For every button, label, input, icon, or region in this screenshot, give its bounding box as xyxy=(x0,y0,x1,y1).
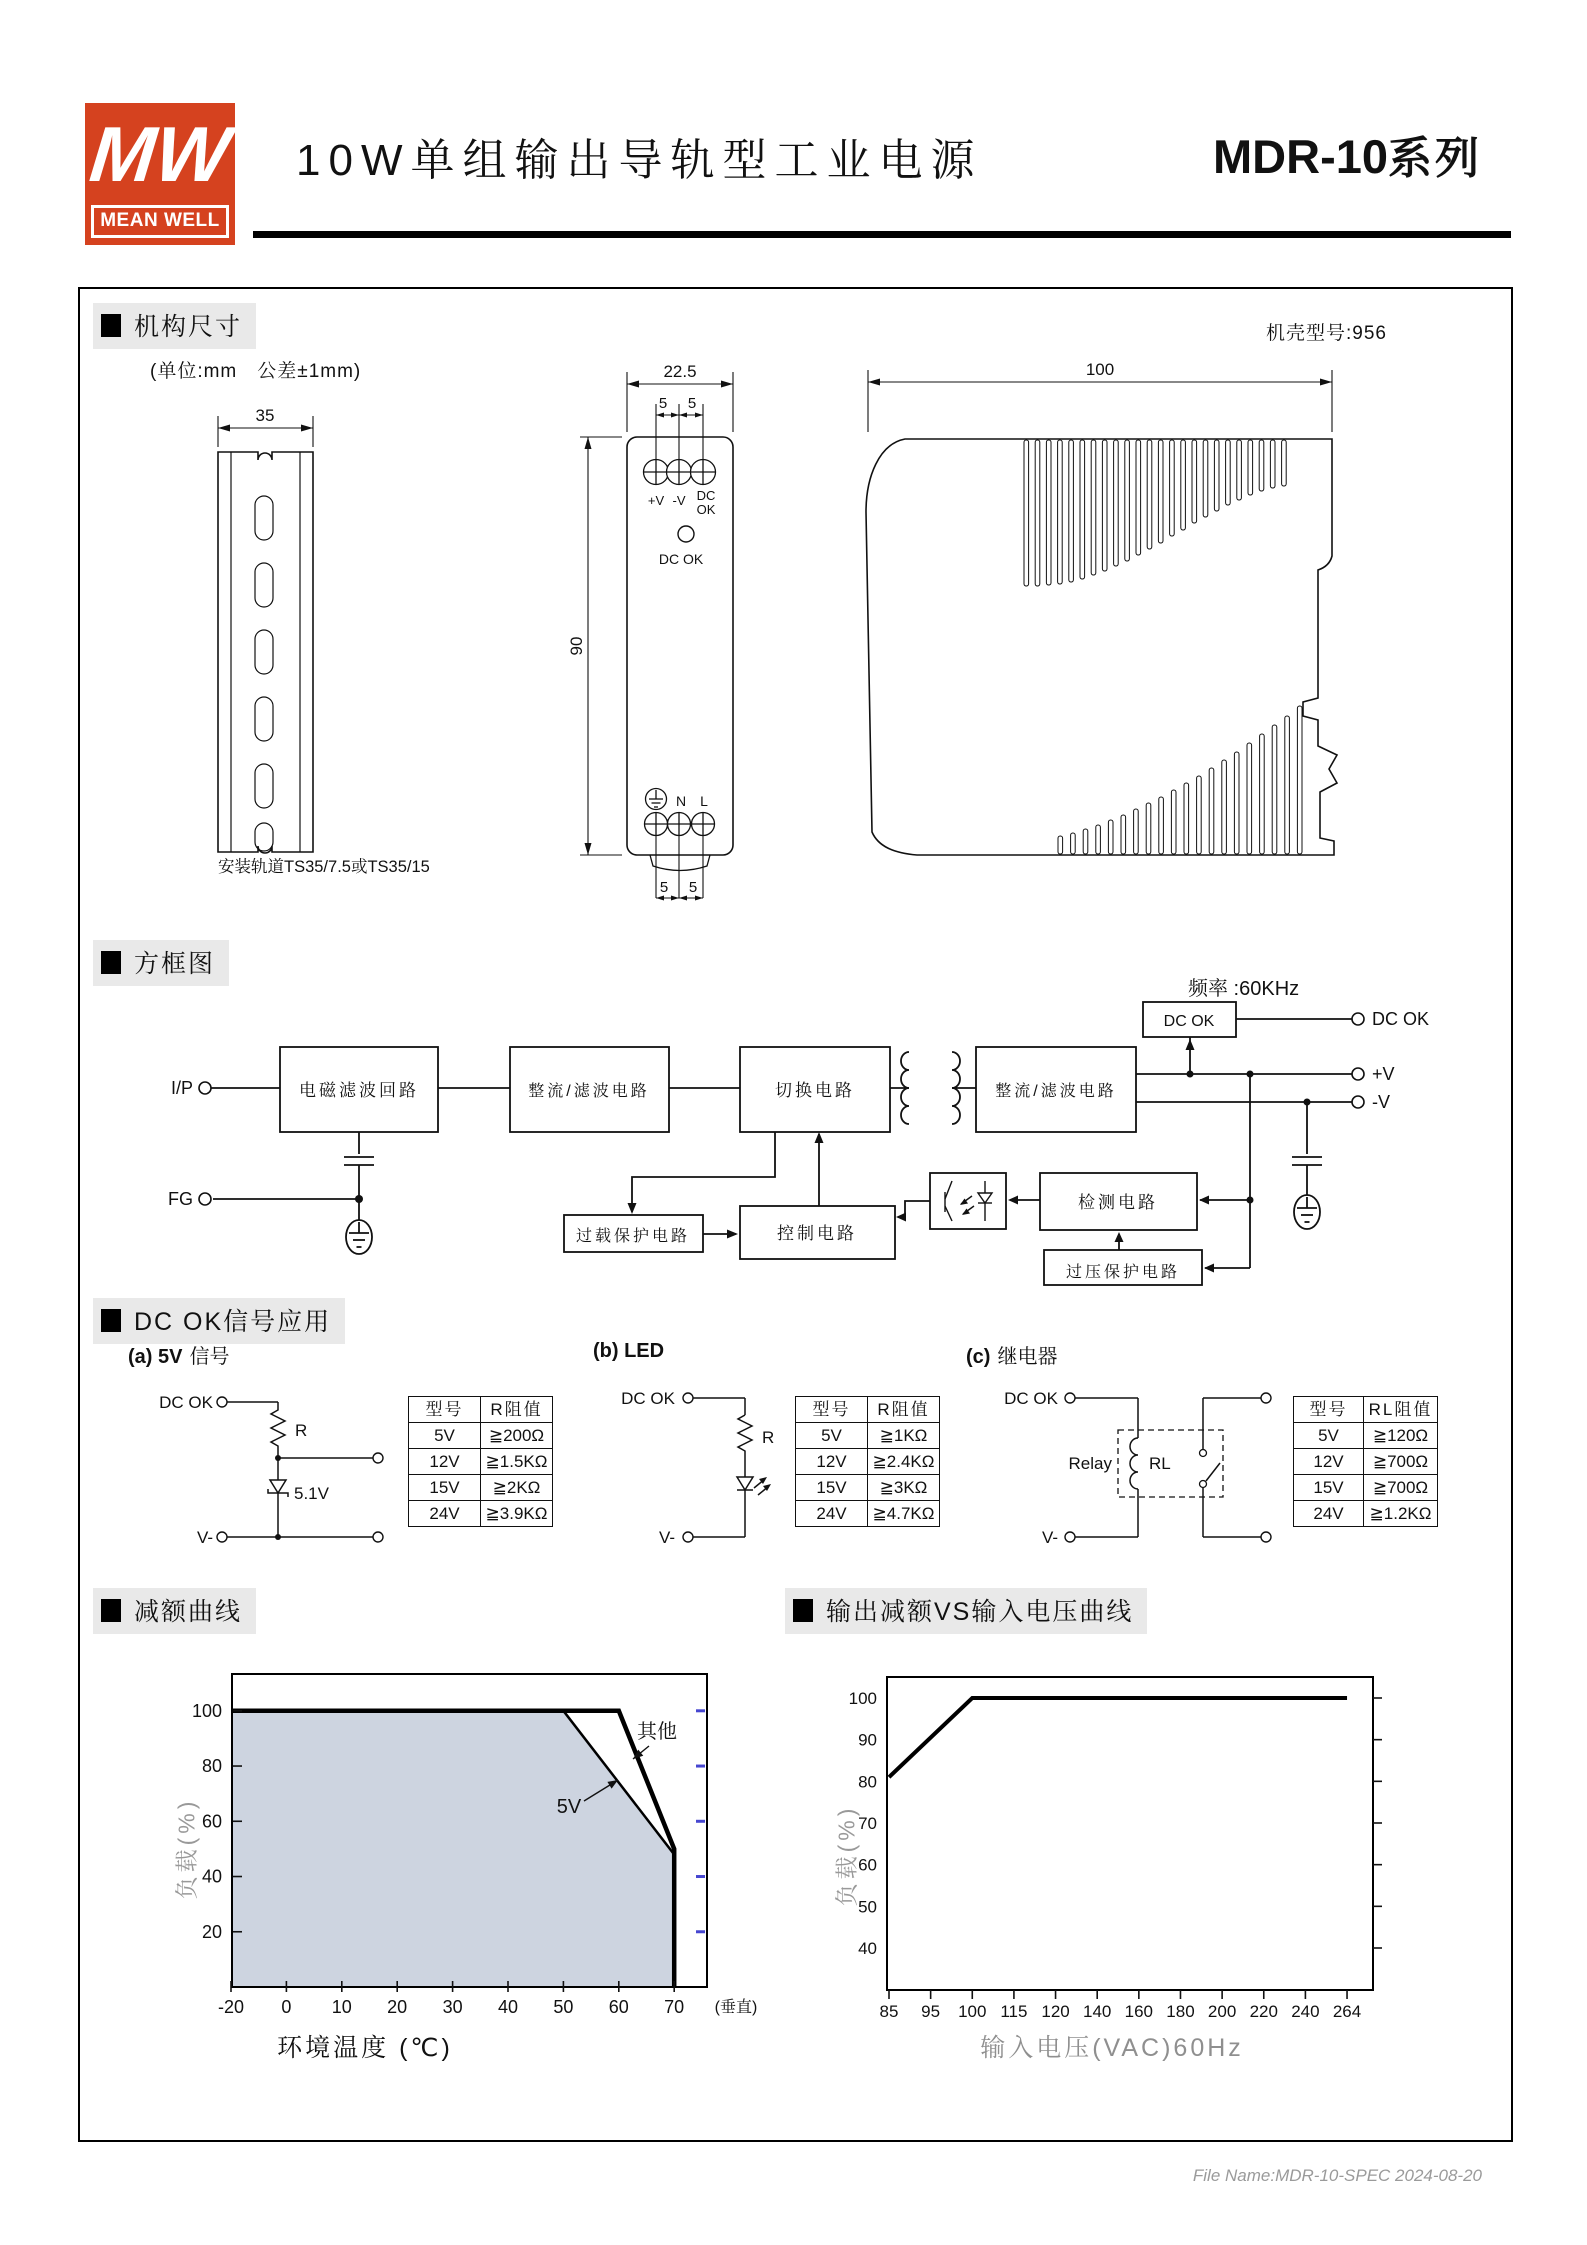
fin-slot xyxy=(1237,440,1242,500)
circuit-a-vminus-label: V- xyxy=(196,1528,213,1547)
fin-slot xyxy=(1159,797,1164,854)
derating-chart xyxy=(192,1674,757,2017)
annotation-others: 其他 xyxy=(637,1721,677,1743)
terminal-ip: I/P xyxy=(170,1078,193,1098)
y-tick-label: 40 xyxy=(201,1866,222,1887)
block-emi-filter: 电磁滤波回路 xyxy=(299,1081,419,1100)
block-switching: 切换电路 xyxy=(775,1081,855,1100)
cell-value: ≧2KΩ xyxy=(481,1475,553,1501)
chart2-xaxis-label: 输入电压(VAC)60Hz xyxy=(980,2034,1244,2062)
fin-slot xyxy=(1058,836,1063,854)
circuit-a-5v-signal xyxy=(217,1397,383,1542)
circuit-c-vminus-label: V- xyxy=(1041,1528,1058,1547)
circuit-b-vminus-label: V- xyxy=(658,1528,675,1547)
fin-slot xyxy=(1146,803,1151,854)
cell-model: 24V xyxy=(796,1501,868,1527)
cell-value: ≧1.2KΩ xyxy=(1364,1501,1438,1527)
fin-slot xyxy=(1147,440,1152,549)
y-tick-label: 80 xyxy=(201,1756,222,1777)
section-heading-label: DC OK信号应用 xyxy=(134,1308,332,1336)
table-row xyxy=(1294,1501,1438,1527)
cell-value: ≧2.4KΩ xyxy=(868,1449,940,1475)
section-heading-label: 方框图 xyxy=(134,950,216,978)
terminal-label-l: L xyxy=(700,793,708,809)
dim-bottom-pitch-left: 5 xyxy=(659,879,669,896)
cell-value: ≧700Ω xyxy=(1364,1475,1438,1501)
block-dcok: DC OK xyxy=(1163,1013,1215,1030)
circuit-c-prefix: (c) xyxy=(966,1346,991,1368)
resistor-table-relay xyxy=(1293,1396,1438,1527)
circuit-a-r-label: R xyxy=(295,1421,308,1440)
y-tick-label: 90 xyxy=(858,1730,877,1750)
chart1-xaxis-label: 环境温度 (℃) xyxy=(277,2034,453,2062)
cell-value: ≧4.7KΩ xyxy=(868,1501,940,1527)
fin-slot xyxy=(1272,725,1277,854)
dim-top-pitch-right: 5 xyxy=(687,395,697,412)
x-tick-label: 160 xyxy=(1124,2002,1154,2021)
fin-slot xyxy=(1260,734,1265,854)
fin-slot xyxy=(1234,752,1239,854)
fin-slot xyxy=(1170,440,1175,536)
terminal-plusv: +V xyxy=(1372,1064,1395,1084)
resistor-table-led xyxy=(795,1396,940,1527)
terminal-label-minusv: -V xyxy=(672,493,686,508)
fin-slot xyxy=(1083,829,1088,854)
table-row xyxy=(409,1449,553,1475)
logo-brand-text: MEAN WELL xyxy=(91,205,229,238)
cell-value: ≧3KΩ xyxy=(868,1475,940,1501)
chart2-yaxis-label: 负载(%) xyxy=(833,1804,860,1907)
frequency-note: 频率 :60KHz xyxy=(1188,978,1300,1000)
x-tick-label: 200 xyxy=(1207,2002,1237,2021)
x-tick-label: 10 xyxy=(331,1997,352,2017)
table-row xyxy=(409,1475,553,1501)
dim-front-width: 22.5 xyxy=(663,362,697,381)
cell-value: ≧120Ω xyxy=(1364,1423,1438,1449)
fin-slot xyxy=(1102,440,1107,571)
terminal-label-plusv: +V xyxy=(647,493,665,508)
side-view-drawing xyxy=(866,370,1337,855)
logo-mw-icon: MW xyxy=(86,110,234,198)
y-tick-label: 20 xyxy=(201,1921,222,1942)
terminal-dcok: DC OK xyxy=(1372,1009,1430,1029)
footer-file-info: File Name:MDR-10-SPEC 2024-08-20 xyxy=(1192,2166,1482,2185)
circuit-a-prefix: (a) 5V xyxy=(128,1346,183,1368)
ground-terminal-icon xyxy=(646,789,667,810)
fin-slot xyxy=(1058,440,1063,584)
cell-model: 12V xyxy=(796,1449,868,1475)
dim-depth: 100 xyxy=(1085,360,1115,379)
cell-value: ≧1.5KΩ xyxy=(481,1449,553,1475)
table-row xyxy=(796,1449,940,1475)
y-tick-label: 80 xyxy=(858,1772,877,1792)
fin-slot xyxy=(1035,440,1040,586)
derating-fill-area xyxy=(231,1711,674,1987)
x-tick-label: 100 xyxy=(958,2002,987,2021)
terminal-fg: FG xyxy=(168,1189,193,1209)
x-tick-label: 115 xyxy=(1000,2002,1028,2021)
circuit-b-prefix: (b) LED xyxy=(593,1340,665,1362)
fin-slot xyxy=(1121,815,1126,854)
y-tick-label: 50 xyxy=(858,1897,877,1917)
y-tick-label: 100 xyxy=(191,1700,222,1721)
x-tick-label: 240 xyxy=(1291,2002,1320,2021)
cell-value: ≧700Ω xyxy=(1364,1449,1438,1475)
block-detect: 检测电路 xyxy=(1078,1193,1158,1212)
cell-model: 15V xyxy=(796,1475,868,1501)
circuit-a-suffix: 信号 xyxy=(189,1346,230,1368)
annotation-5v: 5V xyxy=(556,1796,582,1818)
front-view-drawing xyxy=(580,372,733,901)
x-tick-label: 50 xyxy=(553,1997,574,2017)
x-tick-note: (垂直) xyxy=(714,1999,758,2016)
table-row xyxy=(1294,1475,1438,1501)
x-tick-label: 120 xyxy=(1041,2002,1070,2021)
cell-model: 12V xyxy=(409,1449,481,1475)
fin-slot xyxy=(1108,820,1113,854)
fin-slot xyxy=(1024,440,1029,586)
col-header-rl: RL阻值 xyxy=(1364,1397,1438,1423)
fin-slot xyxy=(1222,760,1227,854)
din-rail-drawing xyxy=(218,416,313,853)
fin-slot xyxy=(1270,440,1275,488)
cell-model: 24V xyxy=(409,1501,481,1527)
dim-top-pitch-left: 5 xyxy=(658,395,668,412)
cell-model: 15V xyxy=(1294,1475,1364,1501)
dim-bottom-pitch-right: 5 xyxy=(688,879,698,896)
cell-model: 15V xyxy=(409,1475,481,1501)
x-tick-label: 20 xyxy=(387,1997,408,2017)
col-header-model: 型号 xyxy=(796,1397,868,1423)
page-title: 10W单组输出导轨型工业电源 xyxy=(296,136,983,185)
block-control: 控制电路 xyxy=(777,1224,857,1243)
y-tick-label: 70 xyxy=(858,1813,877,1833)
fin-slot xyxy=(1181,440,1186,530)
fin-slot xyxy=(1114,440,1119,566)
series-suffix: 系列 xyxy=(1388,134,1482,183)
section-heading-label: 输出减额VS输入电压曲线 xyxy=(826,1598,1134,1626)
fin-slot xyxy=(1192,440,1197,523)
table-row xyxy=(796,1423,940,1449)
circuit-b-led xyxy=(683,1393,771,1542)
col-header-r: R阻值 xyxy=(868,1397,940,1423)
chart1-yaxis-label: 负载(%) xyxy=(173,1797,200,1900)
y-tick-label: 60 xyxy=(201,1811,222,1832)
x-tick-label: 70 xyxy=(664,1997,685,2017)
x-tick-label: 140 xyxy=(1083,2002,1112,2021)
table-row xyxy=(796,1501,940,1527)
fin-slot xyxy=(1209,768,1214,854)
x-tick-label: 85 xyxy=(879,2002,899,2021)
dim-height: 90 xyxy=(567,636,586,656)
y-tick-label: 100 xyxy=(848,1688,877,1708)
case-model-note: 机壳型号:956 xyxy=(1266,323,1387,344)
terminal-label-dc: DC xyxy=(696,488,716,503)
fin-slot xyxy=(1071,833,1076,854)
x-tick-label: 220 xyxy=(1249,2002,1278,2021)
cell-model: 5V xyxy=(1294,1423,1364,1449)
block-rectifier-2: 整流/滤波电路 xyxy=(995,1083,1117,1100)
fin-slot xyxy=(1259,440,1264,491)
fin-slot xyxy=(1226,440,1231,505)
cell-value: ≧3.9KΩ xyxy=(481,1501,553,1527)
circuit-a-zener-label: 5.1V xyxy=(294,1484,329,1503)
circuit-c-relay-label: Relay xyxy=(1068,1454,1112,1473)
circuit-c-suffix: 继电器 xyxy=(997,1346,1058,1368)
block-olp: 过载保护电路 xyxy=(575,1228,691,1245)
fin-slot xyxy=(1171,790,1176,854)
cell-model: 5V xyxy=(796,1423,868,1449)
x-tick-label: 0 xyxy=(281,1997,292,2017)
x-tick-label: 264 xyxy=(1332,2002,1362,2021)
section-heading-label: 机构尺寸 xyxy=(134,313,243,341)
output-terminals xyxy=(644,460,716,485)
fin-slot xyxy=(1282,440,1287,486)
load-line xyxy=(889,1698,1347,1777)
fin-slot xyxy=(1069,440,1074,582)
section-heading-label: 减额曲线 xyxy=(134,1598,243,1626)
x-tick-label: 40 xyxy=(497,1997,519,2017)
circuit-b-r-label: R xyxy=(762,1428,775,1447)
col-header-model: 型号 xyxy=(1294,1397,1364,1423)
fin-slot xyxy=(1134,809,1139,854)
derating-vs-input-chart xyxy=(849,1677,1382,2021)
x-tick-label: -20 xyxy=(217,1997,245,2017)
cell-value: ≧1KΩ xyxy=(868,1423,940,1449)
circuit-c-rl-label: RL xyxy=(1149,1454,1171,1473)
terminal-minusv: -V xyxy=(1372,1092,1390,1112)
circuit-a-dcok-label: DC OK xyxy=(159,1393,213,1412)
unit-tolerance-note: (单位:mm 公差±1mm) xyxy=(150,361,362,382)
y-tick-label: 60 xyxy=(858,1855,877,1875)
cell-model: 12V xyxy=(1294,1449,1364,1475)
table-row xyxy=(1294,1423,1438,1449)
block-rectifier-1: 整流/滤波电路 xyxy=(528,1083,650,1100)
terminal-label-n: N xyxy=(675,793,687,809)
fin-slot xyxy=(1184,783,1189,854)
input-terminals xyxy=(645,813,715,836)
resistor-table-5v-signal xyxy=(408,1396,553,1527)
fin-slot xyxy=(1247,743,1252,854)
fin-slot xyxy=(1214,440,1219,511)
table-row xyxy=(796,1475,940,1501)
fin-slot xyxy=(1091,440,1096,575)
x-tick-label: 60 xyxy=(608,1997,629,2017)
cell-model: 24V xyxy=(1294,1501,1364,1527)
fin-slot xyxy=(1096,825,1101,854)
table-row xyxy=(1294,1449,1438,1475)
col-header-model: 型号 xyxy=(409,1397,481,1423)
plot-border xyxy=(887,1677,1373,1990)
terminal-label-ok: OK xyxy=(696,502,716,517)
fin-slot xyxy=(1203,440,1208,517)
table-row xyxy=(409,1423,553,1449)
fin-slot xyxy=(1158,440,1163,543)
cell-value: ≧200Ω xyxy=(481,1423,553,1449)
fin-slot xyxy=(1297,706,1302,854)
y-tick-label: 40 xyxy=(858,1939,877,1958)
circuit-b-dcok-label: DC OK xyxy=(621,1389,675,1408)
fin-slot xyxy=(1136,440,1141,555)
cell-model: 5V xyxy=(409,1423,481,1449)
col-header-r: R阻值 xyxy=(481,1397,553,1423)
dim-rail-width: 35 xyxy=(255,406,275,425)
circuit-c-dcok-label: DC OK xyxy=(1004,1389,1058,1408)
led-label: DC OK xyxy=(658,551,704,567)
fin-slot xyxy=(1080,440,1085,579)
table-row xyxy=(409,1501,553,1527)
fin-slot xyxy=(1285,716,1290,854)
fin-slot xyxy=(1197,776,1202,854)
x-tick-label: 95 xyxy=(921,2002,941,2021)
block-ovp: 过压保护电路 xyxy=(1065,1264,1181,1281)
fin-slot xyxy=(1248,440,1253,495)
rail-type-note: 安装轨道TS35/7.5或TS35/15 xyxy=(218,858,430,876)
fin-slot xyxy=(1125,440,1130,561)
series-name: MDR-10 xyxy=(1213,130,1388,183)
fin-slot xyxy=(1046,440,1051,585)
x-tick-label: 30 xyxy=(442,1997,463,2017)
x-tick-label: 180 xyxy=(1166,2002,1195,2021)
